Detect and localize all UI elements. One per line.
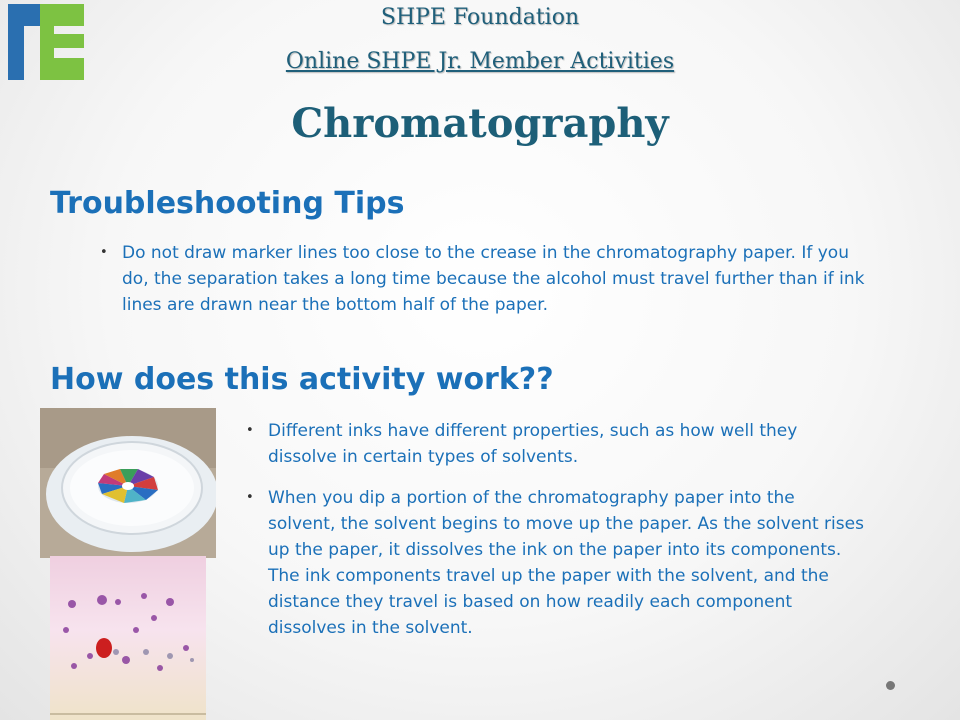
slide-indicator-dot [886, 681, 895, 690]
troubleshooting-list [100, 240, 880, 318]
list-item: • Different inks have different properties, such as how well they dissolve in certain types of solvents. [246, 418, 866, 470]
section-heading-how-it-works: How does this activity work?? [50, 362, 554, 397]
how-it-works-list [246, 418, 866, 656]
list-item: • Do not draw marker lines too close to the crease in the chromatography paper. If you do, the separation takes a long time because the alcohol must travel further than if ink lines are drawn near the bottom half of the paper. [100, 240, 880, 318]
chromatogram-photo [50, 556, 206, 720]
list-item: • When you dip a portion of the chromatography paper into the solvent, the solvent begins to move up the paper. As the solvent rises up the paper, it dissolves the ink on the paper into its components. The ink components travel up the paper with the solvent, and the distance they travel is based on how readily each component dissolves in the solvent. [246, 485, 866, 641]
petri-dish-photo [40, 408, 216, 558]
section-heading-troubleshooting: Troubleshooting Tips [50, 186, 405, 221]
page-title: Chromatography [291, 100, 669, 147]
header-org: SHPE Foundation [380, 5, 580, 30]
header-subtitle: Online SHPE Jr. Member Activities [285, 49, 675, 74]
te-logo [8, 4, 84, 80]
